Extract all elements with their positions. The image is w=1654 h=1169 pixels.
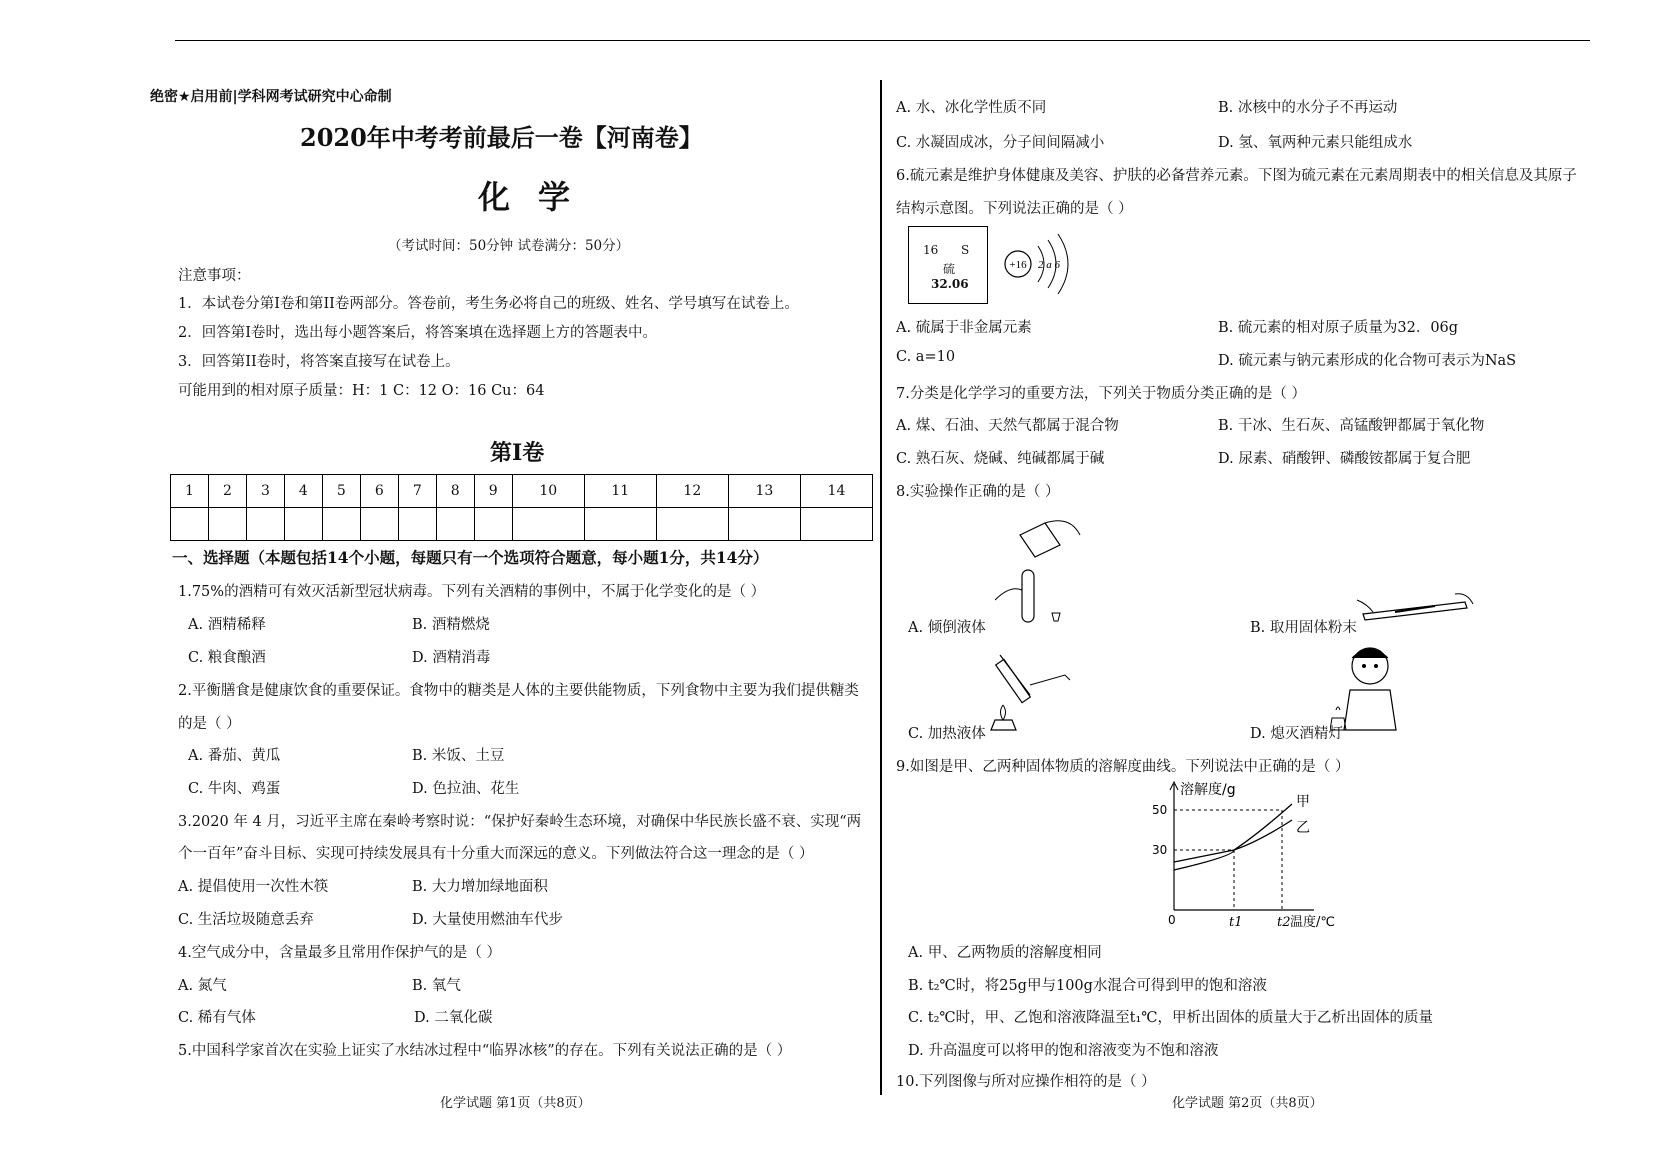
option-a: A. 水、冰化学性质不同: [896, 100, 1047, 116]
electron-counts: 2 a 6: [1038, 259, 1060, 271]
option-c: C. 熟石灰、烧碱、纯碱都属于碱: [896, 451, 1105, 467]
element-symbol: S: [961, 243, 970, 257]
question-stem: 4.空气成分中，含量最多且常用作保护气的是（ ）: [178, 945, 501, 961]
option-b: B. 干冰、生石灰、高锰酸钾都属于氧化物: [1218, 418, 1485, 434]
answer-col-header: 11: [584, 475, 656, 508]
top-rule: [175, 40, 1590, 41]
element-mass: 32.06: [931, 277, 969, 291]
option-a: A. 番茄、黄瓜: [188, 748, 281, 764]
option-d: D. 熄灭酒精灯: [1250, 726, 1343, 742]
option-c: C. 粮食酿酒: [188, 650, 266, 666]
x-tick-label: t2: [1277, 915, 1291, 930]
solubility-chart: [1140, 780, 1340, 930]
option-c: C. 加热液体: [908, 726, 986, 742]
option-a: A. 提倡使用一次性木筷: [178, 879, 329, 895]
answer-cell[interactable]: [728, 508, 800, 541]
option-a: A. 煤、石油、天然气都属于混合物: [896, 418, 1119, 434]
answer-cell[interactable]: [208, 508, 246, 541]
answer-col-header: 12: [656, 475, 728, 508]
element-card: [908, 226, 988, 304]
answer-table-input-row: [171, 508, 873, 541]
answer-col-header: 8: [436, 475, 474, 508]
question-stem: 9.如图是甲、乙两种固体物质的溶解度曲线。下列说法中正确的是（ ）: [896, 759, 1350, 775]
note-item: 2．回答第I卷时，选出每小题答案后，将答案填在选择题上方的答题表中。: [178, 325, 657, 341]
volume-heading: 第I卷: [490, 440, 545, 466]
question-stem: 3.2020 年 4 月，习近平主席在秦岭考察时说：“保护好秦岭生态环境，对确保中华民族长盛不衰、实现“两: [178, 814, 862, 830]
answer-cell[interactable]: [398, 508, 436, 541]
question-stem: 7.分类是化学学习的重要方法，下列关于物质分类正确的是（ ）: [896, 386, 1306, 402]
y-tick-label: 30: [1152, 843, 1168, 857]
answer-cell[interactable]: [322, 508, 360, 541]
y-tick-label: 50: [1152, 803, 1168, 817]
option-d: D. 氢、氧两种元素只能组成水: [1218, 135, 1413, 151]
answer-cell[interactable]: [436, 508, 474, 541]
option-a: A. 氮气: [178, 978, 227, 994]
option-a: A. 酒精稀释: [188, 617, 266, 633]
answer-cell[interactable]: [800, 508, 872, 541]
question-stem: 8.实验操作正确的是（ ）: [896, 484, 1060, 500]
option-d: D. 酒精消毒: [412, 650, 491, 666]
question-stem: 个一百年”奋斗目标、实现可持续发展具有十分重大而深远的意义。下列做法符合这一理念的是（ ）: [178, 846, 814, 862]
option-c: C. 生活垃圾随意丢弃: [178, 912, 314, 928]
option-b: B. 米饭、土豆: [412, 748, 505, 764]
answer-cell[interactable]: [512, 508, 584, 541]
question-stem: 5.中国科学家首次在实验上证实了水结冰过程中“临界冰核”的存在。下列有关说法正确的是（ ）: [178, 1043, 792, 1059]
answer-cell[interactable]: [656, 508, 728, 541]
answer-col-header: 9: [474, 475, 512, 508]
element-name: 硫: [943, 262, 956, 276]
answer-cell[interactable]: [246, 508, 284, 541]
answer-col-header: 10: [512, 475, 584, 508]
option-b: B. t₂℃时，将25g甲与100g水混合可得到甲的饱和溶液: [908, 978, 1267, 994]
option-b: B. 冰核中的水分子不再运动: [1218, 100, 1398, 116]
option-a: A. 甲、乙两物质的溶解度相同: [908, 945, 1102, 961]
atomic-structure-diagram: [1002, 226, 1082, 302]
option-c: C. 水凝固成冰，分子间间隔减小: [896, 135, 1105, 151]
pour-liquid-illustration: [990, 515, 1090, 625]
exam-info: （考试时间：50分钟 试卷满分：50分）: [388, 238, 630, 254]
answer-cell[interactable]: [584, 508, 656, 541]
option-d: D. 大量使用燃油车代步: [412, 912, 563, 928]
answer-cell[interactable]: [474, 508, 512, 541]
subject-title: 化学: [478, 178, 599, 216]
atomic-mass-note: 可能用到的相对原子质量：H：1 C：12 O：16 Cu：64: [178, 383, 545, 399]
answer-cell[interactable]: [360, 508, 398, 541]
exam-title: 2020年中考考前最后一卷【河南卷】: [300, 123, 703, 152]
note-item: 3．回答第II卷时，将答案直接写在试卷上。: [178, 354, 460, 370]
answer-col-header: 4: [284, 475, 322, 508]
option-d: D. 二氧化碳: [414, 1010, 493, 1026]
nucleus-label: +16: [1009, 259, 1027, 271]
element-number: 16: [923, 243, 939, 257]
answer-col-header: 7: [398, 475, 436, 508]
question-stem: 6.硫元素是维护身体健康及美容、护肤的必备营养元素。下图为硫元素在元素周期表中的相关信息及其原子: [896, 168, 1577, 184]
series-label: 乙: [1296, 820, 1310, 836]
series-label: 甲: [1296, 794, 1310, 810]
column-divider: [880, 80, 882, 1095]
answer-col-header: 3: [246, 475, 284, 508]
question-stem: 10.下列图像与所对应操作相符的是（ ）: [896, 1074, 1156, 1090]
note-item: 1．本试卷分第I卷和第II卷两部分。答卷前，考生务必将自己的班级、姓名、学号填写在试卷上。: [178, 296, 799, 312]
extinguish-lamp-illustration: [1330, 640, 1410, 735]
option-d: D. 尿素、硝酸钾、磷酸铵都属于复合肥: [1218, 451, 1471, 467]
series-line-2: [1174, 820, 1292, 862]
x-tick-label: t1: [1229, 915, 1243, 930]
option-c: C. t₂℃时，甲、乙饱和溶液降温至t₁℃，甲析出固体的质量大于乙析出固体的质量: [908, 1010, 1434, 1026]
answer-col-header: 1: [171, 475, 209, 508]
confidential-label: 绝密★启用前|学科网考试研究中心命制: [150, 89, 392, 105]
series-line-1: [1174, 804, 1292, 870]
x-axis-label: 温度/℃: [1290, 915, 1335, 930]
section-heading: 一、选择题（本题包括14个小题，每题只有一个选项符合题意，每小题1分，共14分）: [172, 548, 769, 567]
option-d: D. 硫元素与钠元素形成的化合物可表示为NaS: [1218, 353, 1517, 369]
page-footer-left: 化学试题 第1页（共8页）: [440, 1096, 591, 1111]
answer-col-header: 13: [728, 475, 800, 508]
question-stem: 的是（ ）: [178, 716, 241, 732]
option-c: C. 牛肉、鸡蛋: [188, 781, 281, 797]
option-b: B. 大力增加绿地面积: [412, 879, 548, 895]
option-c: C. 稀有气体: [178, 1010, 256, 1026]
question-stem: 结构示意图。下列说法正确的是（ ）: [896, 201, 1133, 217]
option-a: A. 硫属于非金属元素: [896, 320, 1032, 336]
answer-cell[interactable]: [284, 508, 322, 541]
answer-table-header-row: [171, 475, 873, 508]
option-c: C. a=10: [896, 349, 956, 365]
question-stem: 2.平衡膳食是健康饮食的重要保证。食物中的糖类是人体的主要供能物质，下列食物中主要为我们提供糖类: [178, 683, 859, 699]
option-d: D. 色拉油、花生: [412, 781, 520, 797]
answer-col-header: 6: [360, 475, 398, 508]
option-d: D. 升高温度可以将甲的饱和溶液变为不饱和溶液: [908, 1043, 1219, 1059]
answer-col-header: 2: [208, 475, 246, 508]
solid-powder-illustration: [1355, 590, 1475, 630]
notes-heading: 注意事项：: [178, 268, 251, 284]
option-b: B. 取用固体粉末: [1250, 620, 1357, 636]
option-a: A. 倾倒液体: [908, 620, 986, 636]
option-b: B. 氧气: [412, 978, 461, 994]
answer-table: [170, 474, 873, 541]
page-footer-right: 化学试题 第2页（共8页）: [1172, 1096, 1323, 1111]
heating-liquid-illustration: [990, 650, 1080, 735]
y-axis-label: 溶解度/g: [1180, 782, 1236, 798]
option-b: B. 硫元素的相对原子质量为32．06g: [1218, 320, 1459, 336]
origin-label: 0: [1168, 913, 1176, 927]
answer-col-header: 5: [322, 475, 360, 508]
question-stem: 1.75%的酒精可有效灭活新型冠状病毒。下列有关酒精的事例中，不属于化学变化的是（ ）: [178, 584, 766, 600]
answer-cell[interactable]: [171, 508, 209, 541]
answer-col-header: 14: [800, 475, 872, 508]
option-b: B. 酒精燃烧: [412, 617, 490, 633]
